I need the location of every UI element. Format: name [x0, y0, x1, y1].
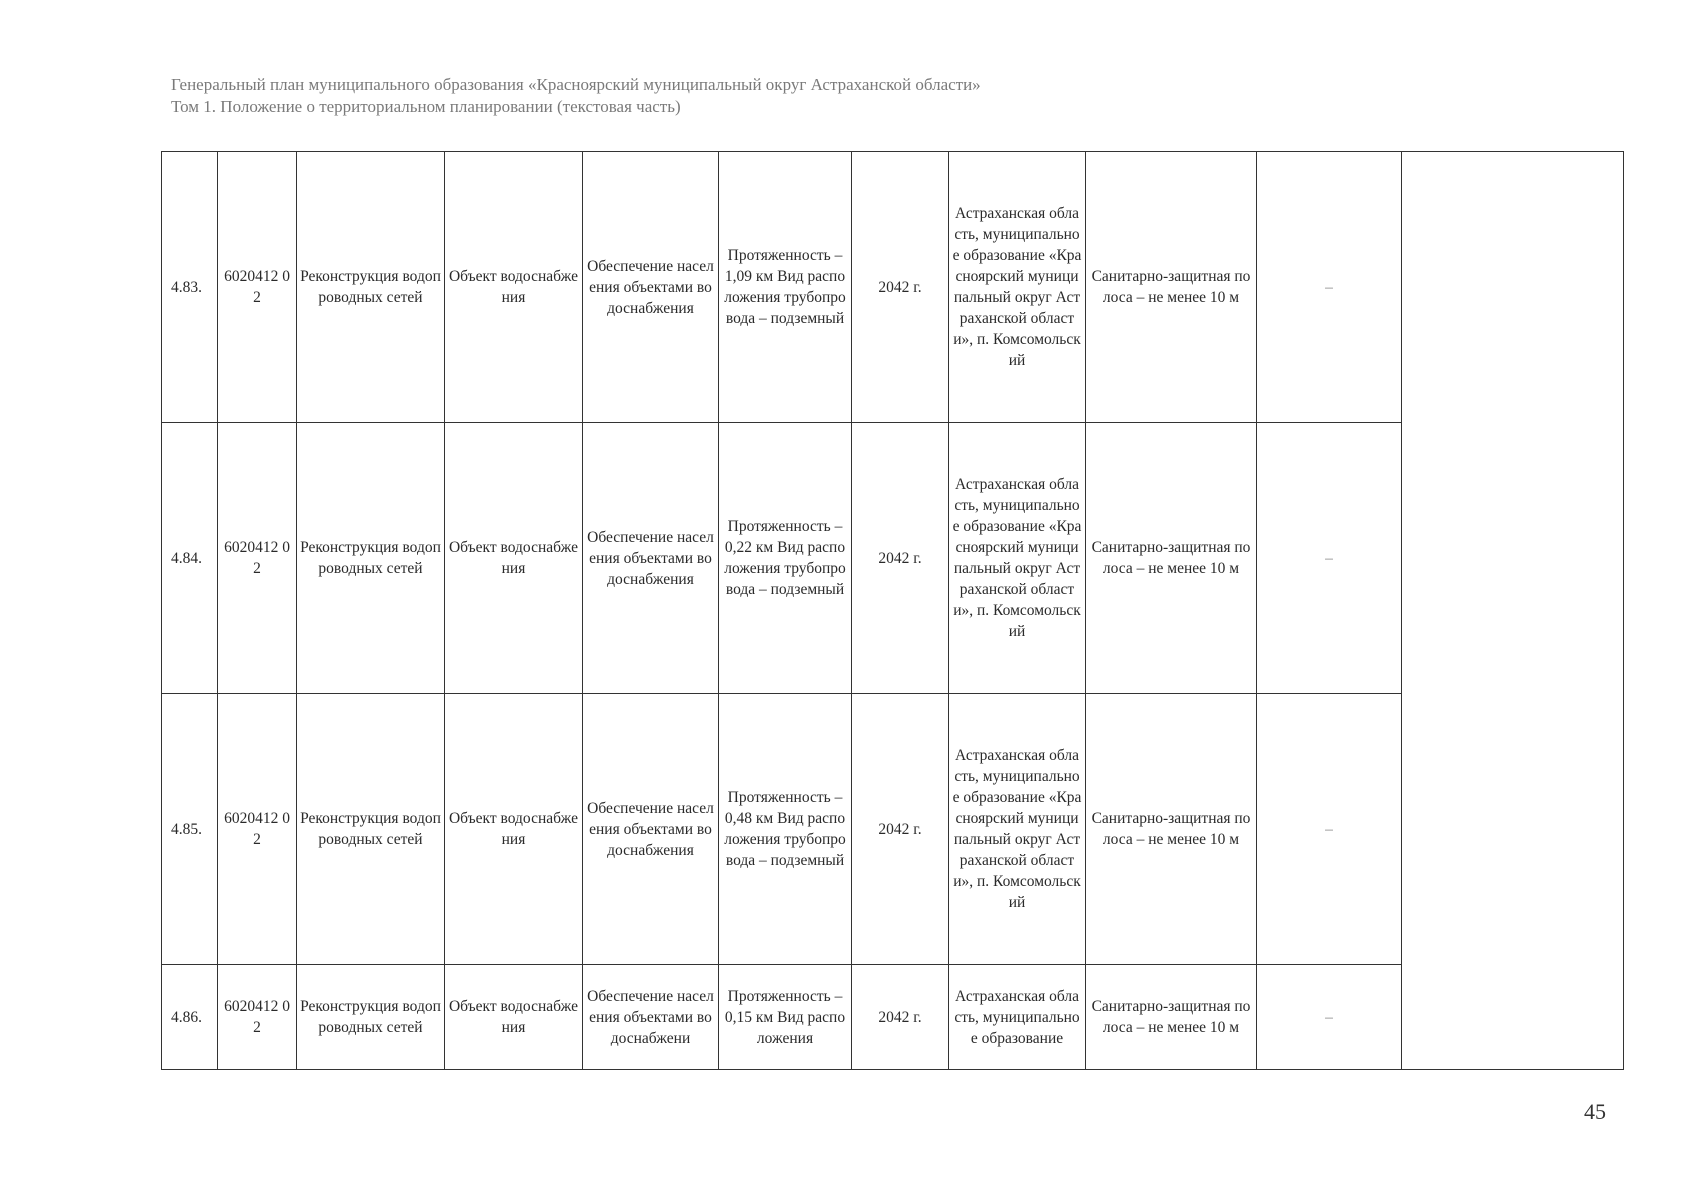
cell-code: 6020412 02	[218, 423, 297, 694]
objects-table	[161, 151, 1624, 1070]
cell-type: Объект водоснабжения	[445, 965, 583, 1070]
header-title-line: Генеральный план муниципального образования «Красноярский муниципальный округ Астраханской области»	[171, 75, 981, 94]
cell-number: 4.86.	[162, 965, 218, 1070]
cell-location: Астраханская область, муниципальное образование «Красноярский муниципальный округ Астраханской области», п. Комсомольский	[949, 694, 1086, 965]
cell-zone: Санитарно-защитная полоса – не менее 10 м	[1086, 694, 1257, 965]
cell-name: Реконструкция водопроводных сетей	[297, 152, 445, 423]
document-header	[171, 74, 981, 118]
cell-year: 2042 г.	[852, 694, 949, 965]
cell-purpose-text: Обеспечение населения объектами водоснабжени	[587, 987, 714, 1047]
cell-code: 6020412 02	[218, 965, 297, 1070]
cell-zone: Санитарно-защитная полоса – не менее 10 м	[1086, 152, 1257, 423]
page-number: 45	[1584, 1099, 1606, 1124]
cell-dash: –	[1257, 152, 1402, 423]
cell-dash: –	[1257, 965, 1402, 1070]
header-volume-line: Том 1. Положение о территориальном планировании (текстовая часть)	[171, 97, 681, 116]
cell-type: Объект водоснабжения	[445, 152, 583, 423]
cell-year: 2042 г.	[852, 423, 949, 694]
cell-empty-column	[1402, 152, 1624, 1070]
cell-characteristics: Протяженность – 0,48 км Вид расположения трубопровода – подземный	[719, 694, 852, 965]
cell-location: Астраханская область, муниципальное образование «Красноярский муниципальный округ Астраханской области», п. Комсомольский	[949, 423, 1086, 694]
cell-location	[949, 965, 1086, 1070]
cell-purpose	[583, 965, 719, 1070]
cell-number: 4.83.	[162, 152, 218, 423]
cell-number: 4.84.	[162, 423, 218, 694]
cell-characteristics	[719, 965, 852, 1070]
cell-code: 6020412 02	[218, 694, 297, 965]
cell-type: Объект водоснабжения	[445, 694, 583, 965]
cell-characteristics: Протяженность – 0,22 км Вид расположения трубопровода – подземный	[719, 423, 852, 694]
cell-year: 2042 г.	[852, 152, 949, 423]
cell-type: Объект водоснабжения	[445, 423, 583, 694]
cell-location-text: Астраханская область, муниципальное образование	[954, 987, 1080, 1047]
cell-year: 2042 г.	[852, 965, 949, 1070]
cell-location: Астраханская область, муниципальное образование «Красноярский муниципальный округ Астраханской области», п. Комсомольский	[949, 152, 1086, 423]
cell-dash: –	[1257, 694, 1402, 965]
cell-characteristics-text: Протяженность – 0,15 км Вид расположения	[724, 987, 846, 1047]
cell-code: 6020412 02	[218, 152, 297, 423]
cell-name: Реконструкция водопроводных сетей	[297, 694, 445, 965]
cell-purpose: Обеспечение населения объектами водоснабжения	[583, 423, 719, 694]
cell-zone: Санитарно-защитная полоса – не менее 10 м	[1086, 965, 1257, 1070]
cell-zone: Санитарно-защитная полоса – не менее 10 м	[1086, 423, 1257, 694]
cell-name: Реконструкция водопроводных сетей	[297, 423, 445, 694]
cell-dash: –	[1257, 423, 1402, 694]
table-row	[162, 152, 1624, 423]
cell-name: Реконструкция водопроводных сетей	[297, 965, 445, 1070]
cell-characteristics: Протяженность – 1,09 км Вид расположения трубопровода – подземный	[719, 152, 852, 423]
cell-purpose: Обеспечение населения объектами водоснабжения	[583, 152, 719, 423]
cell-purpose: Обеспечение населения объектами водоснабжения	[583, 694, 719, 965]
cell-number: 4.85.	[162, 694, 218, 965]
